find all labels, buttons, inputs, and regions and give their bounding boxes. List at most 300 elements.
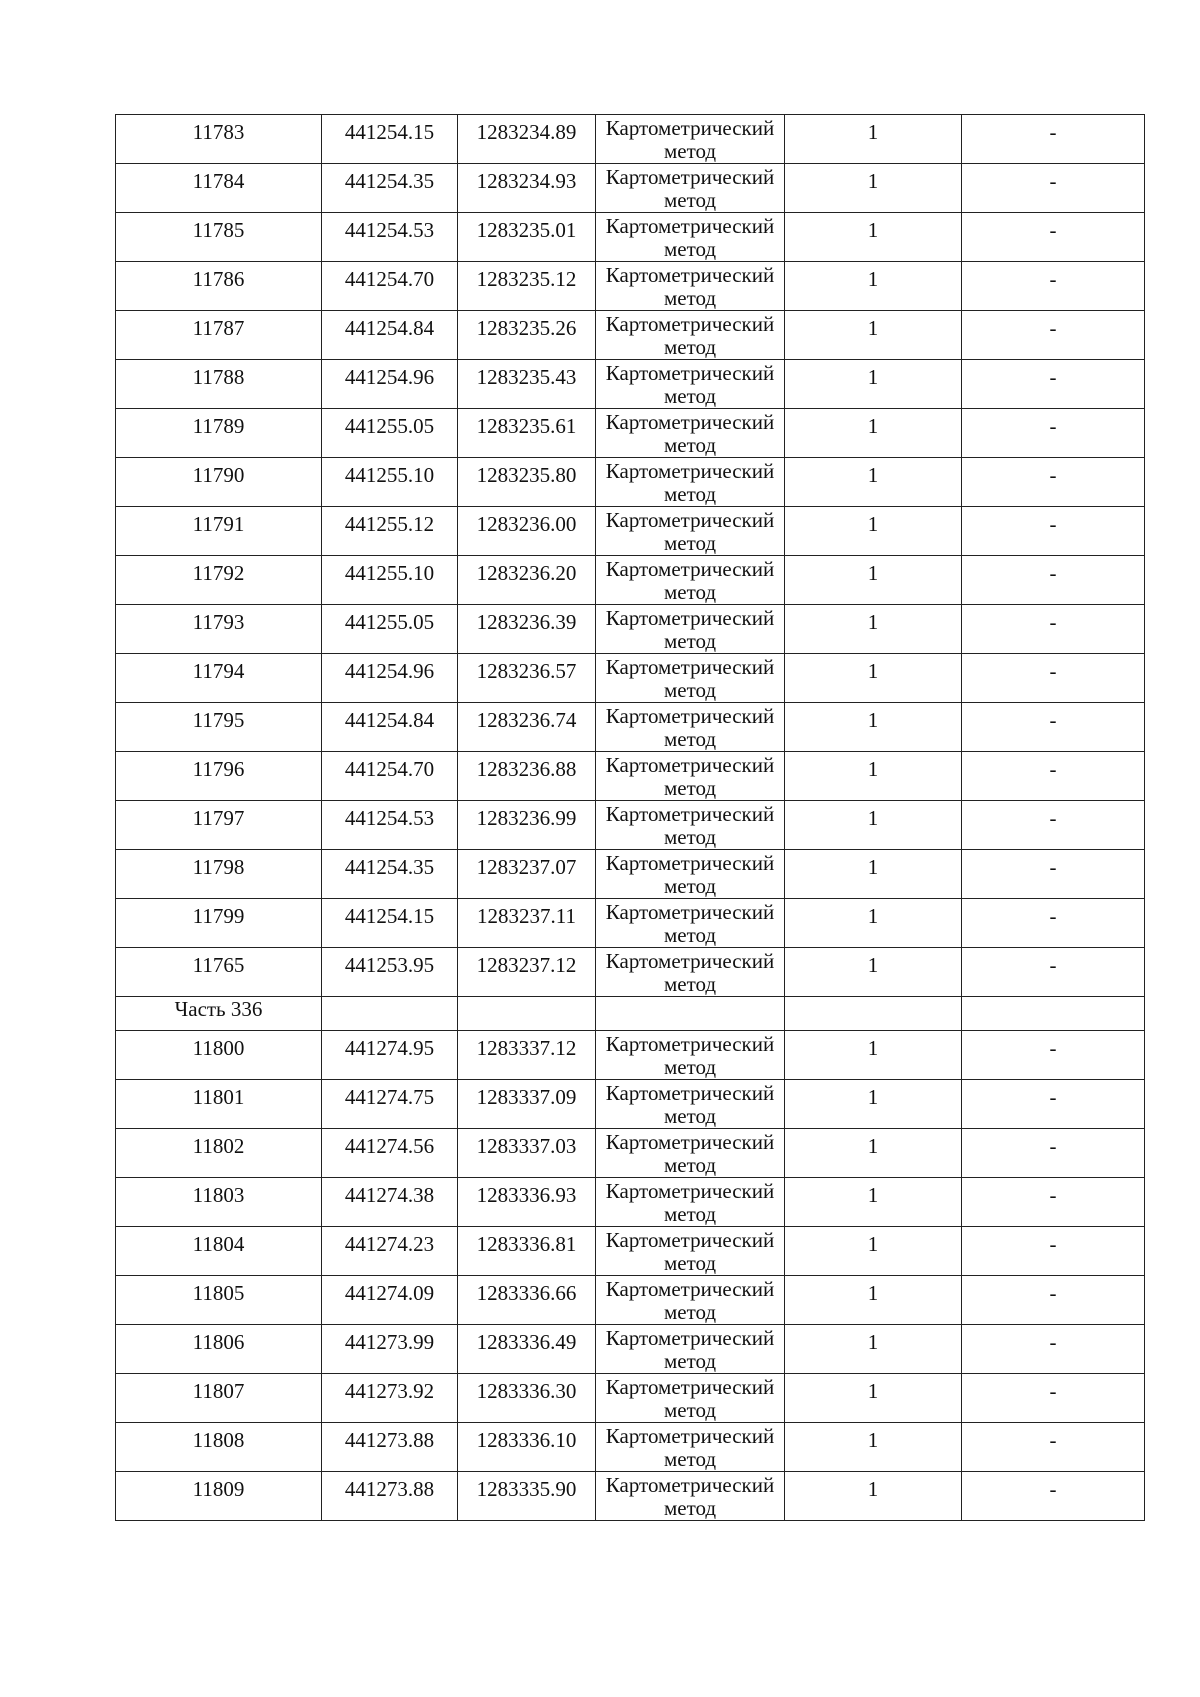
y-coordinate-cell	[458, 458, 596, 507]
accuracy-value: 1	[867, 1183, 879, 1207]
y-coordinate: 1283235.26	[476, 316, 577, 340]
method-line-1: Картометрический	[605, 1032, 775, 1056]
method-line-2: метод	[663, 1447, 717, 1471]
x-coordinate-cell	[322, 899, 458, 948]
y-coordinate-cell	[458, 948, 596, 997]
y-coordinate-cell	[458, 899, 596, 948]
x-coordinate-cell	[322, 458, 458, 507]
x-coordinate-cell	[322, 1031, 458, 1080]
accuracy-value: 1	[867, 1477, 879, 1501]
table-row	[116, 556, 1145, 605]
y-coordinate-cell	[458, 1178, 596, 1227]
point-number: 11802	[192, 1134, 245, 1158]
x-coordinate: 441254.84	[344, 316, 435, 340]
method-line-1: Картометрический	[605, 1424, 775, 1448]
method-cell	[596, 654, 785, 703]
accuracy-value: 1	[867, 953, 879, 977]
note-cell	[962, 703, 1145, 752]
table-row	[116, 1423, 1145, 1472]
accuracy-cell	[785, 213, 962, 262]
method-cell	[596, 1325, 785, 1374]
point-number-cell	[116, 1325, 322, 1374]
point-number: 11806	[192, 1330, 245, 1354]
accuracy-cell	[785, 507, 962, 556]
note-value: -	[1049, 1477, 1057, 1501]
note-cell	[962, 1423, 1145, 1472]
method-text	[596, 1031, 784, 1079]
y-coordinate: 1283236.20	[476, 561, 577, 585]
method-cell	[596, 899, 785, 948]
x-coordinate: 441254.15	[344, 120, 435, 144]
method-text	[596, 899, 784, 947]
point-number: 11788	[192, 365, 245, 389]
note-cell	[962, 752, 1145, 801]
table-row	[116, 1472, 1145, 1521]
method-cell	[596, 213, 785, 262]
section-header-row	[116, 997, 1145, 1031]
point-number: 11785	[192, 218, 245, 242]
y-coordinate-cell	[458, 262, 596, 311]
method-cell	[596, 115, 785, 164]
point-number: 11803	[192, 1183, 245, 1207]
y-coordinate: 1283337.12	[476, 1036, 577, 1060]
method-line-2: метод	[663, 384, 717, 408]
y-coordinate: 1283237.12	[476, 953, 577, 977]
accuracy-value: 1	[867, 806, 879, 830]
note-cell	[962, 1472, 1145, 1521]
note-cell	[962, 899, 1145, 948]
method-line-2: метод	[663, 727, 717, 751]
y-coordinate-cell	[458, 850, 596, 899]
y-coordinate: 1283235.01	[476, 218, 577, 242]
x-coordinate-cell	[322, 213, 458, 262]
accuracy-value: 1	[867, 267, 879, 291]
table-row	[116, 115, 1145, 164]
method-text	[596, 507, 784, 555]
x-coordinate: 441254.70	[344, 757, 435, 781]
method-line-1: Картометрический	[605, 606, 775, 630]
y-coordinate-cell	[458, 1031, 596, 1080]
accuracy-cell	[785, 605, 962, 654]
y-coordinate-cell	[458, 801, 596, 850]
table-row	[116, 899, 1145, 948]
note-cell	[962, 654, 1145, 703]
x-coordinate: 441254.96	[344, 659, 435, 683]
method-cell	[596, 1227, 785, 1276]
y-coordinate-cell	[458, 1374, 596, 1423]
method-text	[596, 654, 784, 702]
method-line-2: метод	[663, 433, 717, 457]
y-coordinate: 1283337.03	[476, 1134, 577, 1158]
y-coordinate-cell	[458, 1227, 596, 1276]
point-number: 11790	[192, 463, 245, 487]
table-row	[116, 1374, 1145, 1423]
accuracy-cell	[785, 262, 962, 311]
accuracy-cell	[785, 1031, 962, 1080]
accuracy-cell	[785, 115, 962, 164]
method-cell	[596, 1423, 785, 1472]
method-line-2: метод	[663, 825, 717, 849]
x-coordinate: 441254.70	[344, 267, 435, 291]
y-coordinate-cell	[458, 311, 596, 360]
method-cell	[596, 1129, 785, 1178]
note-value: -	[1049, 855, 1057, 879]
point-number: 11787	[192, 316, 245, 340]
accuracy-value: 1	[867, 904, 879, 928]
note-value: -	[1049, 1134, 1057, 1158]
method-line-2: метод	[663, 1055, 717, 1079]
method-text	[596, 360, 784, 408]
accuracy-cell	[785, 556, 962, 605]
table-row	[116, 1227, 1145, 1276]
table-row	[116, 1031, 1145, 1080]
point-number-cell	[116, 1276, 322, 1325]
method-text	[596, 262, 784, 310]
note-cell	[962, 115, 1145, 164]
point-number-cell	[116, 1374, 322, 1423]
point-number: 11800	[192, 1036, 245, 1060]
accuracy-cell	[785, 1227, 962, 1276]
method-line-2: метод	[663, 1300, 717, 1324]
y-coordinate: 1283236.99	[476, 806, 577, 830]
table-row	[116, 1276, 1145, 1325]
x-coordinate: 441254.96	[344, 365, 435, 389]
note-value: -	[1049, 659, 1057, 683]
note-cell	[962, 556, 1145, 605]
note-value: -	[1049, 1085, 1057, 1109]
method-line-1: Картометрический	[605, 361, 775, 385]
method-line-1: Картометрический	[605, 1473, 775, 1497]
accuracy-value: 1	[867, 512, 879, 536]
method-cell	[596, 703, 785, 752]
method-text	[596, 1227, 784, 1275]
x-coordinate-cell	[322, 311, 458, 360]
accuracy-value: 1	[867, 708, 879, 732]
y-coordinate: 1283336.81	[476, 1232, 577, 1256]
point-number: 11796	[192, 757, 245, 781]
note-cell	[962, 1080, 1145, 1129]
method-line-1: Картометрический	[605, 949, 775, 973]
point-number: 11794	[192, 659, 245, 683]
accuracy-value: 1	[867, 463, 879, 487]
x-coordinate: 441255.10	[344, 561, 435, 585]
point-number-cell	[116, 1423, 322, 1472]
y-coordinate-cell	[458, 409, 596, 458]
y-coordinate-cell	[458, 360, 596, 409]
accuracy-value: 1	[867, 610, 879, 634]
x-coordinate: 441254.35	[344, 169, 435, 193]
method-line-1: Картометрический	[605, 410, 775, 434]
method-text	[596, 311, 784, 359]
accuracy-cell	[785, 1129, 962, 1178]
accuracy-cell	[785, 1325, 962, 1374]
method-text	[596, 1325, 784, 1373]
note-cell	[962, 360, 1145, 409]
note-cell	[962, 262, 1145, 311]
accuracy-value: 1	[867, 169, 879, 193]
section-label-cell	[116, 997, 322, 1031]
x-coordinate-cell	[322, 262, 458, 311]
accuracy-cell	[785, 948, 962, 997]
method-line-1: Картометрический	[605, 508, 775, 532]
method-line-2: метод	[663, 335, 717, 359]
table-row	[116, 1129, 1145, 1178]
method-cell	[596, 801, 785, 850]
accuracy-value: 1	[867, 1036, 879, 1060]
note-value: -	[1049, 169, 1057, 193]
accuracy-value: 1	[867, 1428, 879, 1452]
note-value: -	[1049, 806, 1057, 830]
note-cell	[962, 1374, 1145, 1423]
method-cell	[596, 507, 785, 556]
point-number-cell	[116, 213, 322, 262]
point-number: 11807	[192, 1379, 245, 1403]
x-coordinate: 441255.05	[344, 610, 435, 634]
method-text	[596, 801, 784, 849]
x-coordinate-cell	[322, 801, 458, 850]
method-text	[596, 1472, 784, 1520]
method-line-1: Картометрический	[605, 900, 775, 924]
method-cell	[596, 262, 785, 311]
point-number: 11792	[192, 561, 245, 585]
note-value: -	[1049, 1379, 1057, 1403]
x-coordinate-cell	[322, 752, 458, 801]
point-number: 11804	[192, 1232, 245, 1256]
point-number: 11783	[192, 120, 245, 144]
method-line-2: метод	[663, 972, 717, 996]
point-number: 11791	[192, 512, 245, 536]
note-value: -	[1049, 120, 1057, 144]
method-line-1: Картометрический	[605, 459, 775, 483]
point-number-cell	[116, 801, 322, 850]
note-cell	[962, 850, 1145, 899]
method-line-2: метод	[663, 923, 717, 947]
note-value: -	[1049, 218, 1057, 242]
point-number: 11808	[192, 1428, 245, 1452]
x-coordinate-cell	[322, 1374, 458, 1423]
accuracy-cell	[785, 850, 962, 899]
method-line-1: Картометрический	[605, 1228, 775, 1252]
method-text	[596, 1129, 784, 1177]
point-number-cell	[116, 1227, 322, 1276]
table-row	[116, 458, 1145, 507]
point-number-cell	[116, 409, 322, 458]
x-coordinate: 441254.35	[344, 855, 435, 879]
note-cell	[962, 409, 1145, 458]
note-value: -	[1049, 414, 1057, 438]
y-coordinate: 1283235.43	[476, 365, 577, 389]
note-value: -	[1049, 1428, 1057, 1452]
table-row	[116, 213, 1145, 262]
x-coordinate: 441274.38	[344, 1183, 435, 1207]
method-line-1: Картометрический	[605, 263, 775, 287]
y-coordinate: 1283236.57	[476, 659, 577, 683]
method-line-1: Картометрический	[605, 1081, 775, 1105]
x-coordinate: 441274.09	[344, 1281, 435, 1305]
point-number-cell	[116, 605, 322, 654]
point-number: 11789	[192, 414, 245, 438]
x-coordinate-cell	[322, 1276, 458, 1325]
coordinates-table-body	[116, 115, 1145, 1521]
y-coordinate: 1283235.61	[476, 414, 577, 438]
y-coordinate-cell	[458, 1325, 596, 1374]
point-number: 11797	[192, 806, 245, 830]
y-coordinate-cell	[458, 752, 596, 801]
point-number-cell	[116, 654, 322, 703]
accuracy-cell	[785, 899, 962, 948]
x-coordinate: 441254.53	[344, 218, 435, 242]
x-coordinate-cell	[322, 507, 458, 556]
y-coordinate: 1283234.93	[476, 169, 577, 193]
method-line-2: метод	[663, 237, 717, 261]
point-number: 11801	[192, 1085, 245, 1109]
section-empty-cell	[785, 997, 962, 1031]
y-coordinate-cell	[458, 703, 596, 752]
method-text	[596, 850, 784, 898]
y-coordinate-cell	[458, 115, 596, 164]
point-number: 11799	[192, 904, 245, 928]
method-line-2: метод	[663, 1349, 717, 1373]
note-cell	[962, 458, 1145, 507]
accuracy-cell	[785, 409, 962, 458]
x-coordinate: 441273.92	[344, 1379, 435, 1403]
method-line-1: Картометрический	[605, 116, 775, 140]
method-text	[596, 213, 784, 261]
table-row	[116, 850, 1145, 899]
accuracy-value: 1	[867, 218, 879, 242]
method-text	[596, 409, 784, 457]
accuracy-value: 1	[867, 1379, 879, 1403]
y-coordinate: 1283335.90	[476, 1477, 577, 1501]
x-coordinate-cell	[322, 1227, 458, 1276]
x-coordinate-cell	[322, 1129, 458, 1178]
x-coordinate-cell	[322, 556, 458, 605]
point-number-cell	[116, 556, 322, 605]
method-text	[596, 1423, 784, 1471]
x-coordinate: 441253.95	[344, 953, 435, 977]
y-coordinate: 1283234.89	[476, 120, 577, 144]
method-line-2: метод	[663, 629, 717, 653]
method-cell	[596, 164, 785, 213]
point-number-cell	[116, 752, 322, 801]
accuracy-cell	[785, 360, 962, 409]
x-coordinate: 441274.95	[344, 1036, 435, 1060]
method-cell	[596, 605, 785, 654]
point-number-cell	[116, 311, 322, 360]
x-coordinate: 441273.88	[344, 1477, 435, 1501]
point-number: 11765	[192, 953, 245, 977]
method-line-2: метод	[663, 1398, 717, 1422]
y-coordinate-cell	[458, 164, 596, 213]
method-text	[596, 115, 784, 163]
method-line-1: Картометрический	[605, 851, 775, 875]
method-line-2: метод	[663, 1104, 717, 1128]
table-row	[116, 1178, 1145, 1227]
coordinates-table	[115, 114, 1145, 1521]
table-row	[116, 409, 1145, 458]
method-cell	[596, 850, 785, 899]
y-coordinate: 1283235.80	[476, 463, 577, 487]
note-value: -	[1049, 708, 1057, 732]
method-cell	[596, 409, 785, 458]
method-text	[596, 556, 784, 604]
table-row	[116, 507, 1145, 556]
method-line-1: Картометрический	[605, 557, 775, 581]
accuracy-cell	[785, 1178, 962, 1227]
accuracy-cell	[785, 311, 962, 360]
method-line-2: метод	[663, 1496, 717, 1520]
accuracy-value: 1	[867, 855, 879, 879]
point-number-cell	[116, 1178, 322, 1227]
x-coordinate-cell	[322, 115, 458, 164]
method-line-2: метод	[663, 678, 717, 702]
y-coordinate: 1283237.11	[477, 904, 576, 928]
method-line-1: Картометрический	[605, 655, 775, 679]
x-coordinate: 441254.15	[344, 904, 435, 928]
accuracy-value: 1	[867, 316, 879, 340]
method-line-1: Картометрический	[605, 753, 775, 777]
accuracy-value: 1	[867, 757, 879, 781]
method-text	[596, 1178, 784, 1226]
note-value: -	[1049, 1036, 1057, 1060]
point-number-cell	[116, 360, 322, 409]
method-line-1: Картометрический	[605, 802, 775, 826]
accuracy-value: 1	[867, 659, 879, 683]
x-coordinate: 441254.84	[344, 708, 435, 732]
y-coordinate: 1283336.10	[476, 1428, 577, 1452]
accuracy-cell	[785, 752, 962, 801]
section-empty-cell	[322, 997, 458, 1031]
table-row	[116, 1325, 1145, 1374]
point-number-cell	[116, 899, 322, 948]
accuracy-cell	[785, 1423, 962, 1472]
point-number-cell	[116, 115, 322, 164]
table-row	[116, 801, 1145, 850]
note-value: -	[1049, 1232, 1057, 1256]
y-coordinate: 1283336.66	[476, 1281, 577, 1305]
table-row	[116, 1080, 1145, 1129]
point-number: 11798	[192, 855, 245, 879]
point-number-cell	[116, 458, 322, 507]
method-cell	[596, 1080, 785, 1129]
accuracy-cell	[785, 1080, 962, 1129]
accuracy-value: 1	[867, 1281, 879, 1305]
table-row	[116, 311, 1145, 360]
point-number-cell	[116, 948, 322, 997]
method-cell	[596, 360, 785, 409]
accuracy-value: 1	[867, 1134, 879, 1158]
accuracy-value: 1	[867, 414, 879, 438]
x-coordinate-cell	[322, 703, 458, 752]
method-cell	[596, 1031, 785, 1080]
y-coordinate-cell	[458, 1472, 596, 1521]
note-cell	[962, 1325, 1145, 1374]
method-line-2: метод	[663, 188, 717, 212]
method-line-1: Картометрический	[605, 1179, 775, 1203]
point-number: 11793	[192, 610, 245, 634]
y-coordinate: 1283336.49	[476, 1330, 577, 1354]
point-number-cell	[116, 262, 322, 311]
method-line-1: Картометрический	[605, 214, 775, 238]
method-text	[596, 1276, 784, 1324]
method-cell	[596, 1472, 785, 1521]
accuracy-cell	[785, 1276, 962, 1325]
section-label: Часть 336	[174, 997, 263, 1021]
accuracy-cell	[785, 164, 962, 213]
note-cell	[962, 164, 1145, 213]
y-coordinate-cell	[458, 213, 596, 262]
y-coordinate: 1283236.00	[476, 512, 577, 536]
